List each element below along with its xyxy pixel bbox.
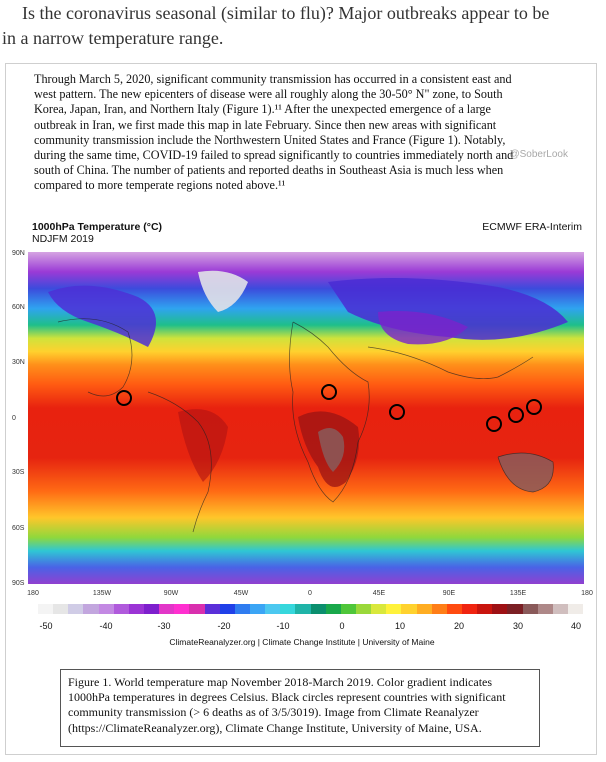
figure-card [5, 63, 597, 755]
colorbar-swatch [295, 604, 310, 614]
colorbar-tick: 20 [453, 621, 465, 631]
quoted-text [34, 72, 574, 194]
lon-label: 180 [581, 590, 593, 597]
map-period: NDJFM 2019 [32, 233, 94, 245]
colorbar-swatch [462, 604, 477, 614]
lon-label: 135E [509, 590, 527, 597]
lon-label: 90W [163, 590, 179, 597]
colorbar-swatch [265, 604, 280, 614]
watermark: @SoberLook [509, 149, 568, 160]
map-title [32, 221, 162, 245]
colorbar-swatch [477, 604, 492, 614]
quote-line-6: during the same time, COVID-19 failed to spread significantly to countries immediately north and [34, 148, 514, 163]
lon-label: 135W [92, 590, 112, 597]
map-title-text: 1000hPa Temperature (°C) [32, 221, 163, 233]
colorbar-tick: 40 [570, 621, 582, 631]
colorbar-swatch [144, 604, 159, 614]
lon-label: 180 [27, 590, 39, 597]
map-credit: ClimateReanalyzer.org | Climate Change Institute | University of Maine [169, 637, 435, 647]
colorbar-swatch [174, 604, 189, 614]
colorbar-swatch [568, 604, 583, 614]
colorbar-tick: -10 [276, 621, 290, 631]
intro-line-1: Is the coronavirus seasonal (similar to flu)? Major outbreaks appear to be [22, 3, 550, 23]
colorbar-swatch [68, 604, 83, 614]
colorbar-swatch [53, 604, 68, 614]
colorbar-swatch [356, 604, 371, 614]
colorbar-swatch [447, 604, 462, 614]
lon-label: 90E [442, 590, 456, 597]
caption-line-4: (https://ClimateReanalyzer.org), Climate Change Institute, University of Maine, USA. [68, 720, 482, 735]
colorbar-tick: -30 [157, 621, 171, 631]
map-source: ECMWF ERA-Interim [482, 221, 582, 233]
caption-line-2: 1000hPa temperatures in degrees Celsius. Black circles represent countries with significant [68, 690, 506, 705]
temperature-map [28, 252, 584, 584]
colorbar-swatch [114, 604, 129, 614]
colorbar-tick: 10 [394, 621, 406, 631]
colorbar-swatch [326, 604, 341, 614]
lon-label: 0 [308, 590, 312, 597]
colorbar-swatch [220, 604, 235, 614]
colorbar-swatch [341, 604, 356, 614]
colorbar-tick: -40 [99, 621, 113, 631]
colorbar-swatch [507, 604, 522, 614]
colorbar [38, 604, 583, 614]
colorbar-swatch [159, 604, 174, 614]
quote-line-7: south of China. The number of patients and reported deaths in Southeast Asia is much less when [34, 163, 504, 178]
colorbar-swatch [250, 604, 265, 614]
lat-label: 30S [12, 469, 25, 476]
colorbar-swatch [417, 604, 432, 614]
lat-label: 60N [12, 304, 25, 311]
colorbar-tick: 30 [512, 621, 524, 631]
colorbar-tick: 0 [339, 621, 345, 631]
colorbar-swatch [523, 604, 538, 614]
colorbar-swatch [129, 604, 144, 614]
lat-label: 30N [12, 359, 25, 366]
intro-line-2: in a narrow temperature range. [2, 28, 224, 48]
quote-line-1: Through March 5, 2020, significant community transmission has occurred in a consistent east and [34, 72, 512, 86]
colorbar-swatch [538, 604, 553, 614]
colorbar-tick: -20 [217, 621, 231, 631]
quote-line-8: compared to more temperate regions noted above.¹¹ [34, 178, 286, 193]
colorbar-swatch [205, 604, 220, 614]
colorbar-swatch [553, 604, 568, 614]
caption-line-1: Figure 1. World temperature map November 2018-March 2019. Color gradient indicates [68, 675, 493, 689]
lat-label: 0 [12, 415, 16, 422]
caption-line-3: community transmission (> 6 deaths as of 3/5/3019). Image from Climate Reanalyzer [68, 705, 479, 720]
colorbar-swatch [311, 604, 326, 614]
lon-label: 45E [372, 590, 386, 597]
figure-caption [60, 669, 540, 747]
lat-label: 90S [12, 580, 25, 587]
colorbar-tick: -50 [39, 621, 53, 631]
colorbar-swatch [99, 604, 114, 614]
colorbar-swatch [83, 604, 98, 614]
quote-line-3: Korea, Japan, Iran, and Northern Italy (Figure 1).¹¹ After the unexpected emergence of a large [34, 102, 491, 117]
lat-label: 90N [12, 250, 25, 257]
colorbar-swatch [235, 604, 250, 614]
colorbar-swatch [386, 604, 401, 614]
colorbar-swatch [401, 604, 416, 614]
colorbar-swatch [371, 604, 386, 614]
colorbar-swatch [492, 604, 507, 614]
colorbar-swatch [432, 604, 447, 614]
colorbar-swatch [38, 604, 53, 614]
colorbar-swatch [280, 604, 295, 614]
quote-line-2: west pattern. The new epicenters of disease were all roughly along the 30-50° N" zone, to South [34, 87, 503, 102]
quote-line-4: outbreak in Iran, we first made this map in late February. Since then new areas with significant [34, 117, 497, 132]
lat-label: 60S [12, 525, 25, 532]
lon-label: 45W [233, 590, 249, 597]
colorbar-swatch [189, 604, 204, 614]
quote-line-5: community transmission include the Northwestern United States and France (Figure 1). Notably, [34, 132, 506, 147]
